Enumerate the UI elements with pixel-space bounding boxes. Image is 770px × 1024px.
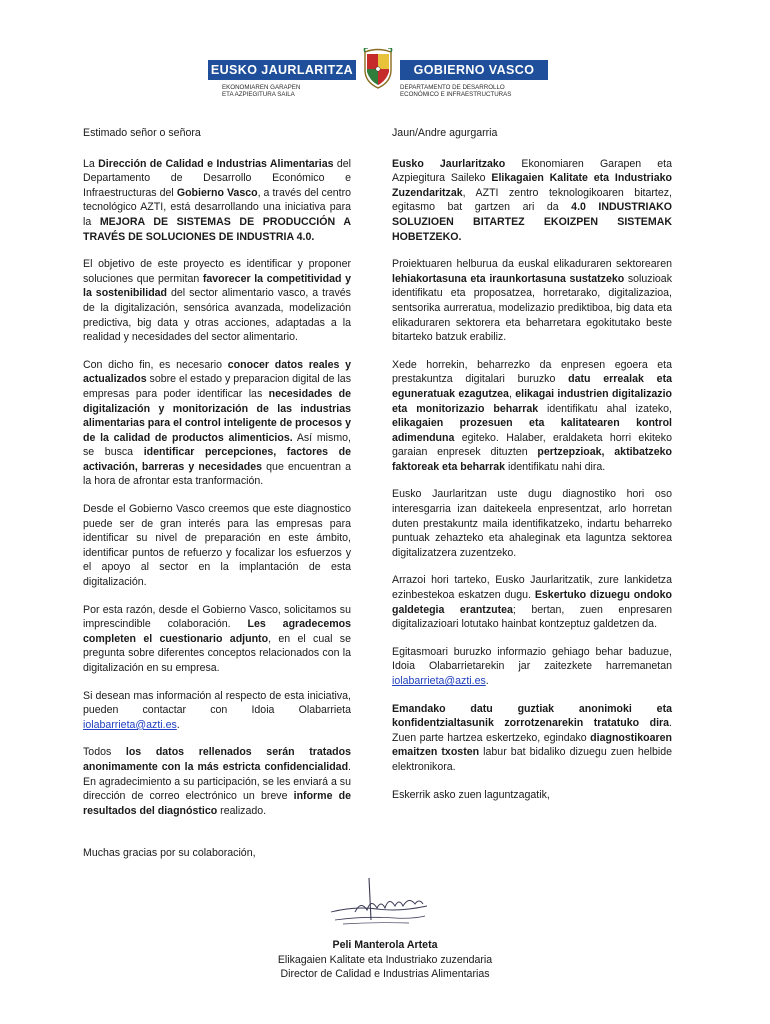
bold-text: MEJORA DE SISTEMAS DE PRODUCCIÓN A TRAVÉS DE SOLUCIONES DE INDUSTRIA 4.0. — [83, 215, 351, 243]
handwritten-signature — [325, 876, 435, 932]
bold-text: Eusko Jaurlaritzako — [392, 157, 506, 170]
basque-salutation: Jaun/Andre agurgarria — [392, 127, 498, 139]
basque-paragraph-objective: Proiektuaren helburua da euskal elikaduraren sektorearen lehiakortasuna eta iraunkortasuna sustatzeko soluzioak identifikatu eta proposatzea, horretarako, digitalizazioa, sentsorika aurreratua, modelizazio prediktiboa, big data eta elikaduraren sektorera eta beharretara egokitutako beste bitarteko batzuk erabiliz. — [392, 258, 672, 344]
spanish-column — [83, 126, 351, 831]
bold-text: necesidades de digitalización y monitorización de las industrias alimentarias para el control inteligente de procesos y de la calidad de productos alimenticios. — [83, 387, 351, 444]
bold-text: conocer datos reales y actualizados — [83, 358, 351, 386]
bold-text: lehiakortasuna eta iraunkortasuna sustatzeko — [392, 272, 625, 285]
email-link[interactable]: iolabarrieta@azti.es — [83, 718, 177, 731]
basque-closing: Eskerrik asko zuen laguntzagatik, — [392, 788, 550, 801]
letterhead-subtitle-basque: EKONOMIAREN GARAPEN ETA AZPIEGITURA SAILA — [222, 84, 301, 99]
basque-paragraph-diagnostic: Eusko Jaurlaritzan uste dugu diagnostiko hori oso interesgarria izan daitekeela enpresentzat, arlo horretan duten prestakuntz maila identifikatzeko, indartu beharreko puntuak zehazteko eta ahaleginak eta laguntza sektorea digitalizatzera zuzentzeko. — [392, 488, 672, 559]
signature-block — [235, 938, 535, 982]
bold-text: identificar percepciones, factores de activación, barreras y necesidades — [83, 446, 351, 473]
spanish-paragraph-confidentiality: Todos los datos rellenados serán tratados anonimamente con la más estricta confidencialidad. En agradecimiento a su participación, se les enviará a su dirección de correo electrónico un breve informe de resultados del diagnóstico realizado. — [83, 746, 352, 817]
bold-text: Elikagaien Kalitate eta Industriako Zuzendaritzak — [392, 172, 672, 199]
bold-text: favorecer la competitividad y la sostenibilidad — [83, 272, 351, 300]
bold-text: Eskertuko dizuegu ondoko galdetegia erantzutea — [392, 589, 672, 616]
bold-text: los datos rellenados serán tratados anonimamente con la más estricta confidencialidad — [83, 746, 351, 773]
letterhead-title-spanish: GOBIERNO VASCO — [400, 60, 548, 80]
letterhead-title-basque: EUSKO JAURLARITZA — [208, 60, 356, 80]
bold-text: Gobierno Vasco — [176, 186, 258, 199]
basque-paragraph-purpose: Xede horrekin, beharrezko da enpresen egoera eta prestakuntza digitalari buruzko datu errealak eta eguneratuak ezagutzea, elikagai industrien digitalizazio eta monitorizazio beharrak identifikatu ahal izateko, elikagaien prozesuen eta kalitatearen kontrol adimenduna egiteko. Halaber, eraldaketa horri ekiteko garaian enpresek dituzten pertzepzioak, aktibatzeko faktoreak eta beharrak identifikatu nahi dira. — [392, 358, 672, 473]
spanish-paragraph-contact: Si desean mas información al respecto de esta iniciativa, pueden contactar con Idoia Olabarrieta iolabarrieta@azti.es. — [83, 689, 351, 731]
signer-title-spanish: Director de Calidad e Industrias Alimentarias — [280, 968, 490, 981]
spanish-paragraph-intro: La Dirección de Calidad e Industrias Alimentarias del Departamento de Desarrollo Económico e Infraestructuras del Gobierno Vasco, a través del centro tecnológico AZTI, está desarrollando una iniciativa para la MEJORA DE SISTEMAS DE PRODUCCIÓN A TRAVÉS DE SOLUCIONES DE INDUSTRIA 4.0. — [83, 157, 351, 243]
spanish-closing: Muchas gracias por su colaboración, — [83, 847, 256, 859]
basque-column — [392, 126, 672, 815]
bold-text: diagnostikoaren emaitzen txosten — [392, 731, 672, 759]
bold-text: informe de resultados del diagnóstico — [83, 790, 352, 817]
bold-text: Les agradecemos completen el cuestionario adjunto — [83, 618, 351, 645]
basque-paragraph-intro: Eusko Jaurlaritzako Ekonomiaren Garapen eta Azpiegitura Saileko Elikagaien Kalitate eta Industriako Zuzendaritzak, AZTI zentro teknologikoaren bitartez, egitasmo bat gartzen ari da 4.0 INDUSTRIAKO SOLUZIOEN BITARTEZ EKOIZPEN SISTEMAK HOBETZEKO. — [392, 157, 673, 243]
spanish-salutation: Estimado señor o señora — [83, 127, 201, 139]
basque-paragraph-request: Arrazoi hori tarteko, Eusko Jaurlaritzatik, zure lankidetza ezinbestekoa eskatzen dugu. Eskertuko dizuegu ondoko galdetegia erantzutea; bertan, zuen enpresaren digitalizazioari lotutako hainbat kontzeptuz galdetzen da. — [392, 574, 673, 631]
letterhead-subtitle-spanish: DEPARTAMENTO DE DESARROLLO ECONÓMICO E INFRAESTRUCTURAS — [400, 84, 512, 99]
basque-paragraph-confidentiality: Emandako datu guztiak anonimoki eta konfidentzialtasunik zorrotzenarekin tratatuko dira. Zuen parte hartzea eskertzeko, egindako diagnostikoaren emaitzen txosten labur bat bidaliko dizuegu zuen helbide elektronikora. — [392, 702, 672, 773]
signer-name: Peli Manterola Arteta — [332, 939, 438, 951]
bold-text: pertzepzioak, aktibatzeko faktoreak eta beharrak — [392, 446, 672, 473]
spanish-paragraph-request: Por esta razón, desde el Gobierno Vasco, solicitamos su imprescindible colaboración. Les agradecemos completen el cuestionario adjunto, en el cual se pregunta sobre diferentes conceptos relacionados con la digitalización en su empresa. — [83, 603, 351, 674]
bold-text: 4.0 INDUSTRIAKO SOLUZIOEN BITARTEZ EKOIZPEN SISTEMAK HOBETZEKO. — [392, 201, 672, 243]
spanish-paragraph-objective: El objetivo de este proyecto es identificar y proponer soluciones que permitan favorecer la competitividad y la sostenibilidad del sector alimentario vasco, a través de la digitalización, sensórica avanzada, modelización predictiva, big data y otras acciones, adaptadas a la realidad y necesidades del sector alimentario. — [83, 258, 351, 344]
spanish-paragraph-diagnostic: Desde el Gobierno Vasco creemos que este diagnostico puede ser de gran interés para las empresas para identificar su nivel de preparación en este ámbito, identificar puntos de refuerzo y focalizar los esfuerzos y el apoyo al sector en la implantación de esta digitalización. — [83, 503, 351, 589]
bold-text: elikagaien prozesuen eta kalitatearen kontrol adimenduna — [392, 417, 672, 444]
email-link[interactable]: iolabarrieta@azti.es — [392, 675, 486, 687]
letterhead — [208, 48, 548, 108]
spanish-paragraph-purpose: Con dicho fin, es necesario conocer datos reales y actualizados sobre el estado y preparacion digital de las empresas para poder identificar las necesidades de digitalización y monitorización de las industrias alimentarias para el control inteligente de procesos y de la calidad de productos alimenticios. Así mismo, se busca identificar percepciones, factores de activación, barreras y necesidades que encuentran a la hora de afrontar esta tranformación. — [83, 358, 351, 488]
bold-text: Emandako datu guztiak anonimoki eta konfidentzialtasunik zorrotzenarekin tratatuko dira — [392, 702, 672, 730]
basque-paragraph-contact: Egitasmoari buruzko informazio gehiago behar baduzue, Idoia Olabarrietarekin jar zaitezkete harremanetan iolabarrieta@azti.es. — [392, 645, 672, 687]
signer-title-basque: Elikagaien Kalitate eta Industriako zuzendaria — [277, 953, 493, 966]
bold-text: datu errealak eta eguneratuak ezagutzea — [392, 373, 672, 400]
bold-text: elikagai industrien digitalizazio eta monitorizazio beharrak — [392, 387, 672, 415]
bold-text: Dirección de Calidad e Industrias Alimentarias — [98, 157, 334, 170]
coat-of-arms-icon — [357, 48, 399, 90]
